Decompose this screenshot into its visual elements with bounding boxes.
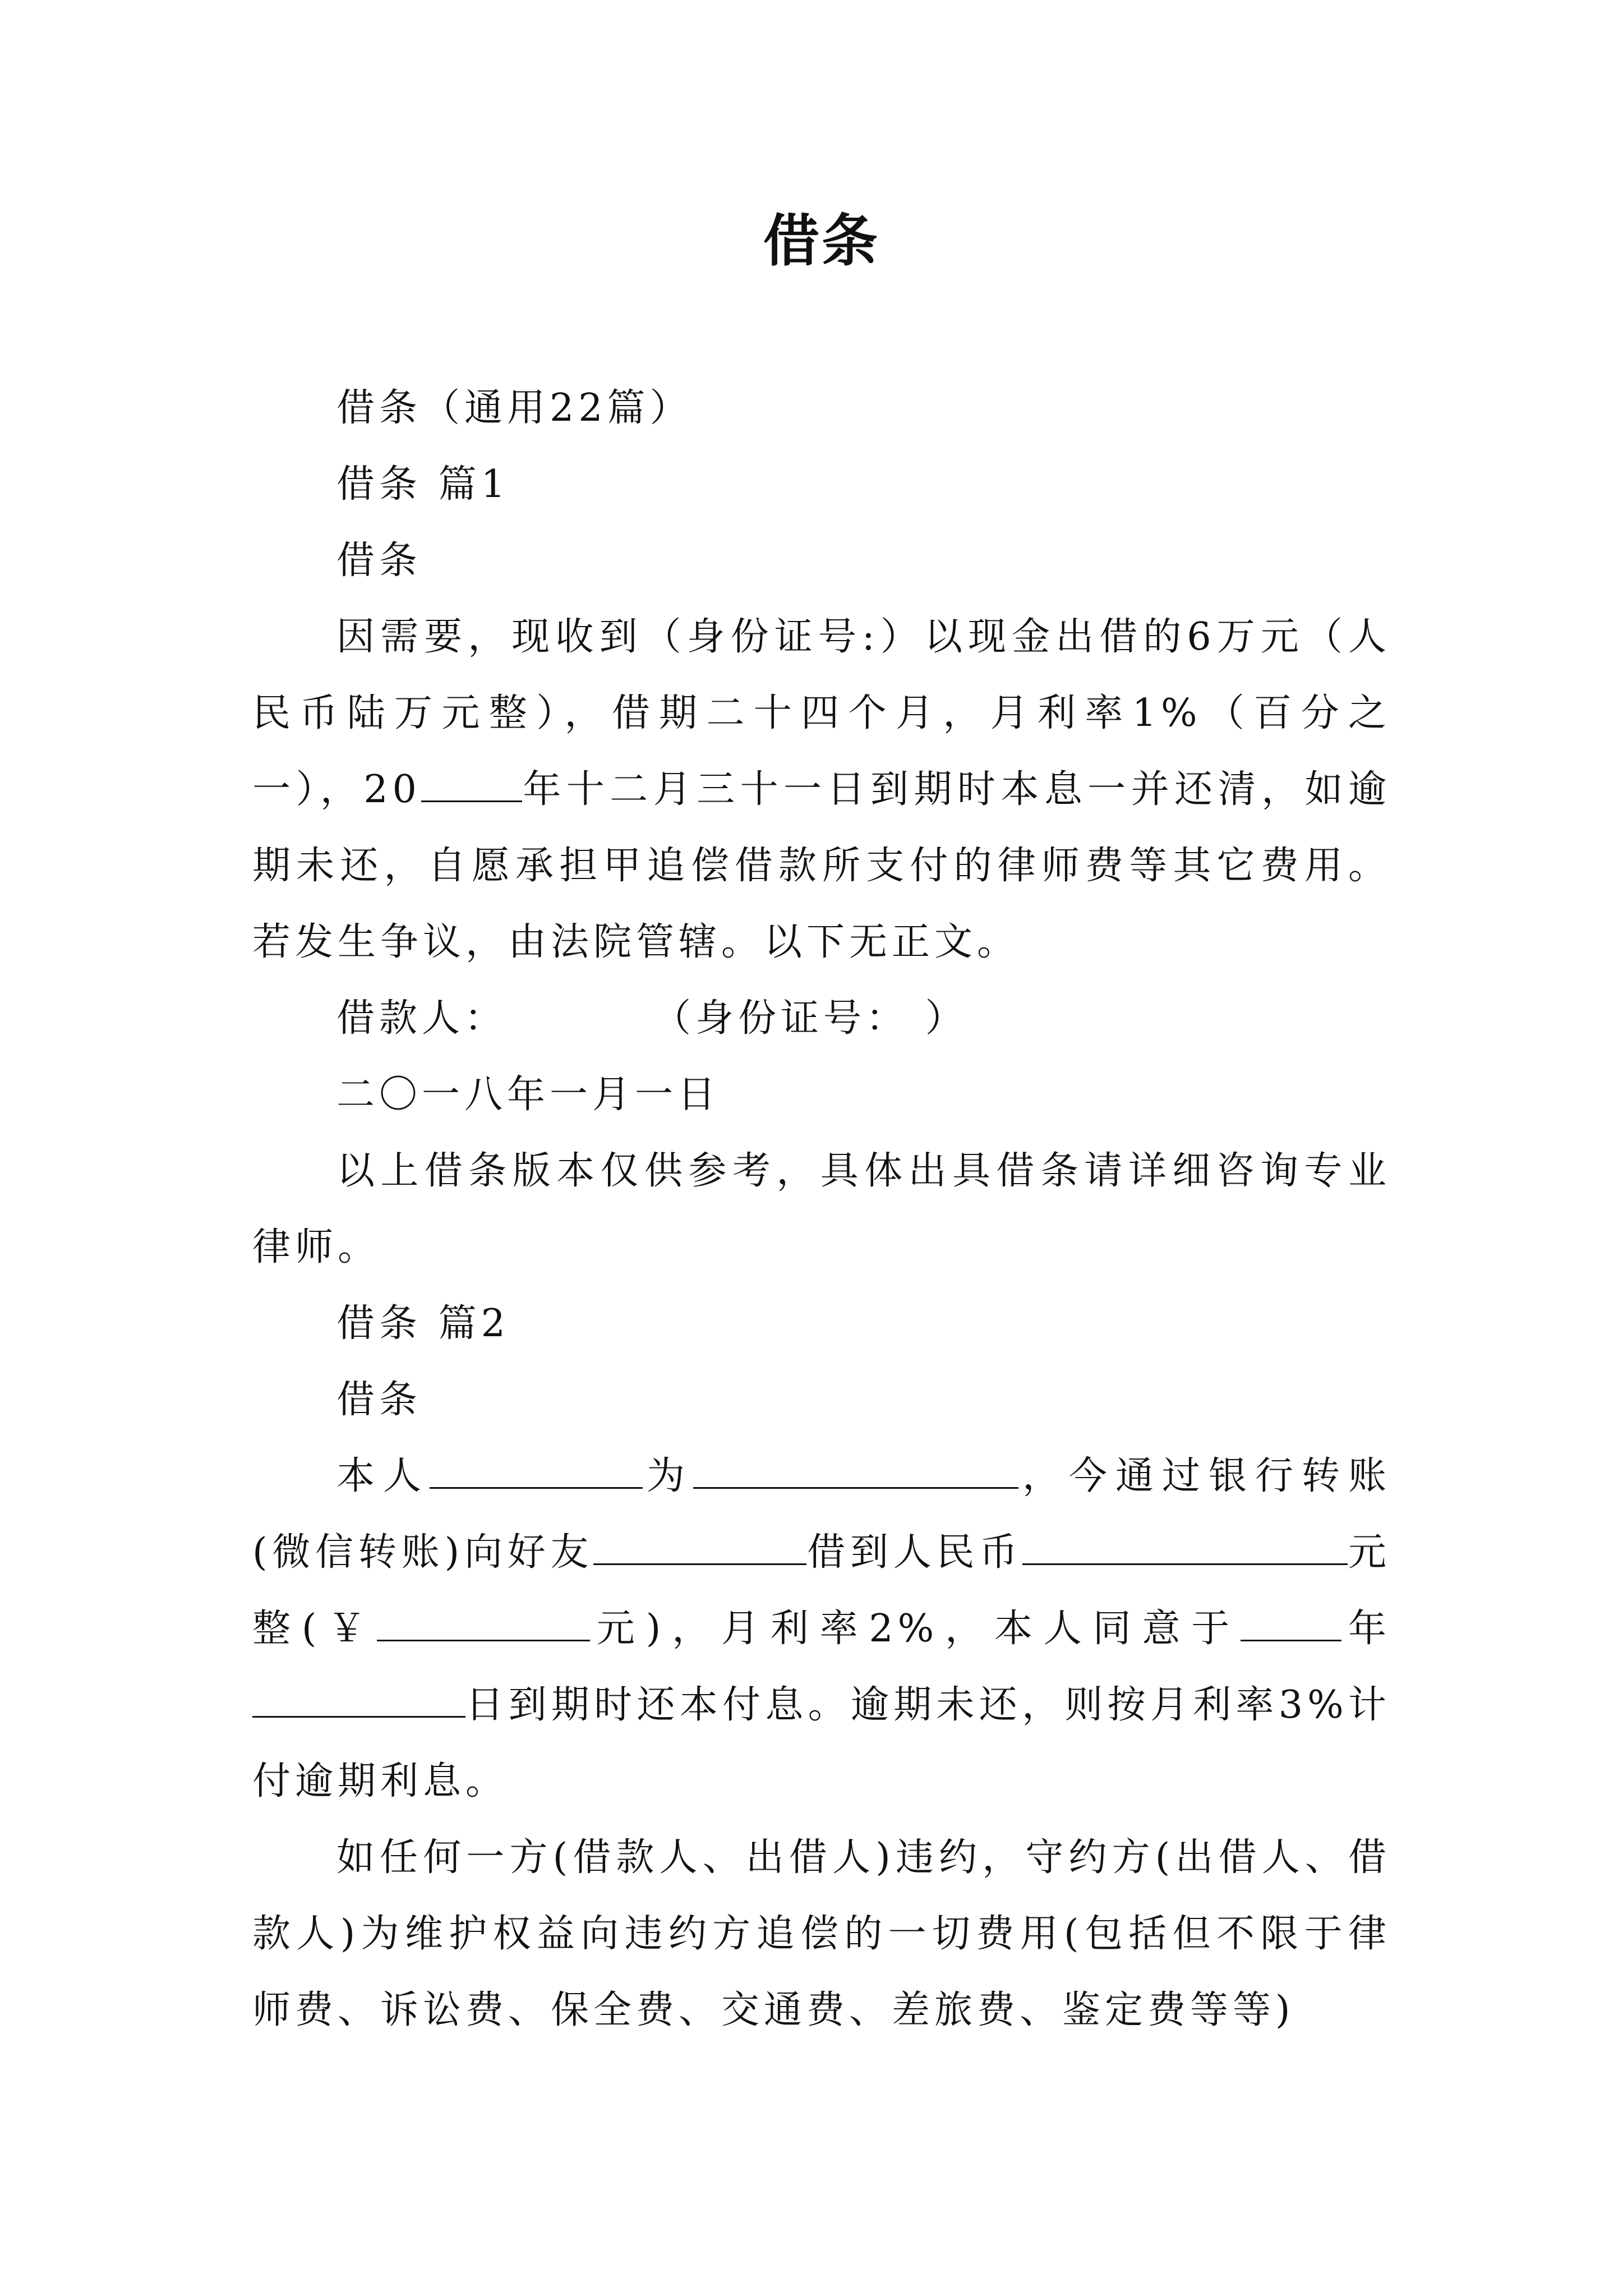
due-date-blank: [252, 1683, 465, 1718]
text-fragment: 元整(￥: [252, 1530, 1391, 1651]
amount-figures-blank: [377, 1607, 590, 1641]
text-fragment: 元)，月利率2%，本人同意于: [590, 1607, 1241, 1651]
text-fragment: 借到人民币: [806, 1530, 1023, 1575]
breach-clause: 如任何一方(借款人、出借人)违约，守约方(出借人、借款人)为维护权益向违约方追偿的一切费用(包括但不限于律师费、诉讼费、保全费、交通费、差旅费、鉴定费等等): [252, 1835, 1391, 2032]
purpose-blank: [693, 1455, 1018, 1489]
text-fragment: 本人: [336, 1454, 430, 1498]
amount-words-blank: [1022, 1531, 1348, 1565]
signing-date: 二〇一八年一月一日: [336, 1073, 721, 1117]
text-fragment: 日到期时还本付息。逾期未还，则按月利率3%计付逾期利息。: [252, 1683, 1391, 1803]
section-subtitle-2: 借条: [336, 1378, 422, 1422]
section-heading-2: 借条 篇2: [336, 1301, 510, 1346]
lender-name-blank: [593, 1531, 806, 1565]
text-fragment: ，今通过银行转账(微信转账)向好友: [252, 1454, 1391, 1575]
loan-paragraph-2: [252, 1438, 1391, 1820]
collection-heading: 借条（通用22篇）: [336, 386, 693, 430]
reference-note: 以上借条版本仅供参考，具体出具借条请详细咨询专业律师。: [252, 1149, 1391, 1269]
borrower-line: [252, 981, 1391, 1057]
section-subtitle-1: 借条: [336, 539, 422, 583]
section-heading-1: 借条 篇1: [336, 462, 510, 507]
borrower-id: （身份证号： ）: [653, 996, 968, 1041]
borrower-label: 借款人：: [336, 996, 508, 1041]
loan-paragraph-1: [252, 599, 1391, 981]
loan-text-start: 因需要，现收到（身份证号:）以现金出借的6万元（人民币陆万元整），借期二十四个月，月利率1%（百分之一），20: [252, 615, 1391, 812]
loan-text-end: 年十二月三十一日到期时本息一并还清，如逾期未还，自愿承担甲追偿借款所支付的律师费等其它费用。若发生争议，由法院管辖。以下无正文。: [252, 767, 1391, 964]
year-blank: [421, 768, 522, 802]
text-fragment: 年: [1341, 1607, 1391, 1651]
due-year-blank: [1241, 1607, 1341, 1641]
text-fragment: 为: [643, 1454, 693, 1498]
document-body: [252, 370, 1391, 2049]
document-title: 借条: [763, 208, 880, 274]
borrower-name-blank: [430, 1455, 643, 1489]
